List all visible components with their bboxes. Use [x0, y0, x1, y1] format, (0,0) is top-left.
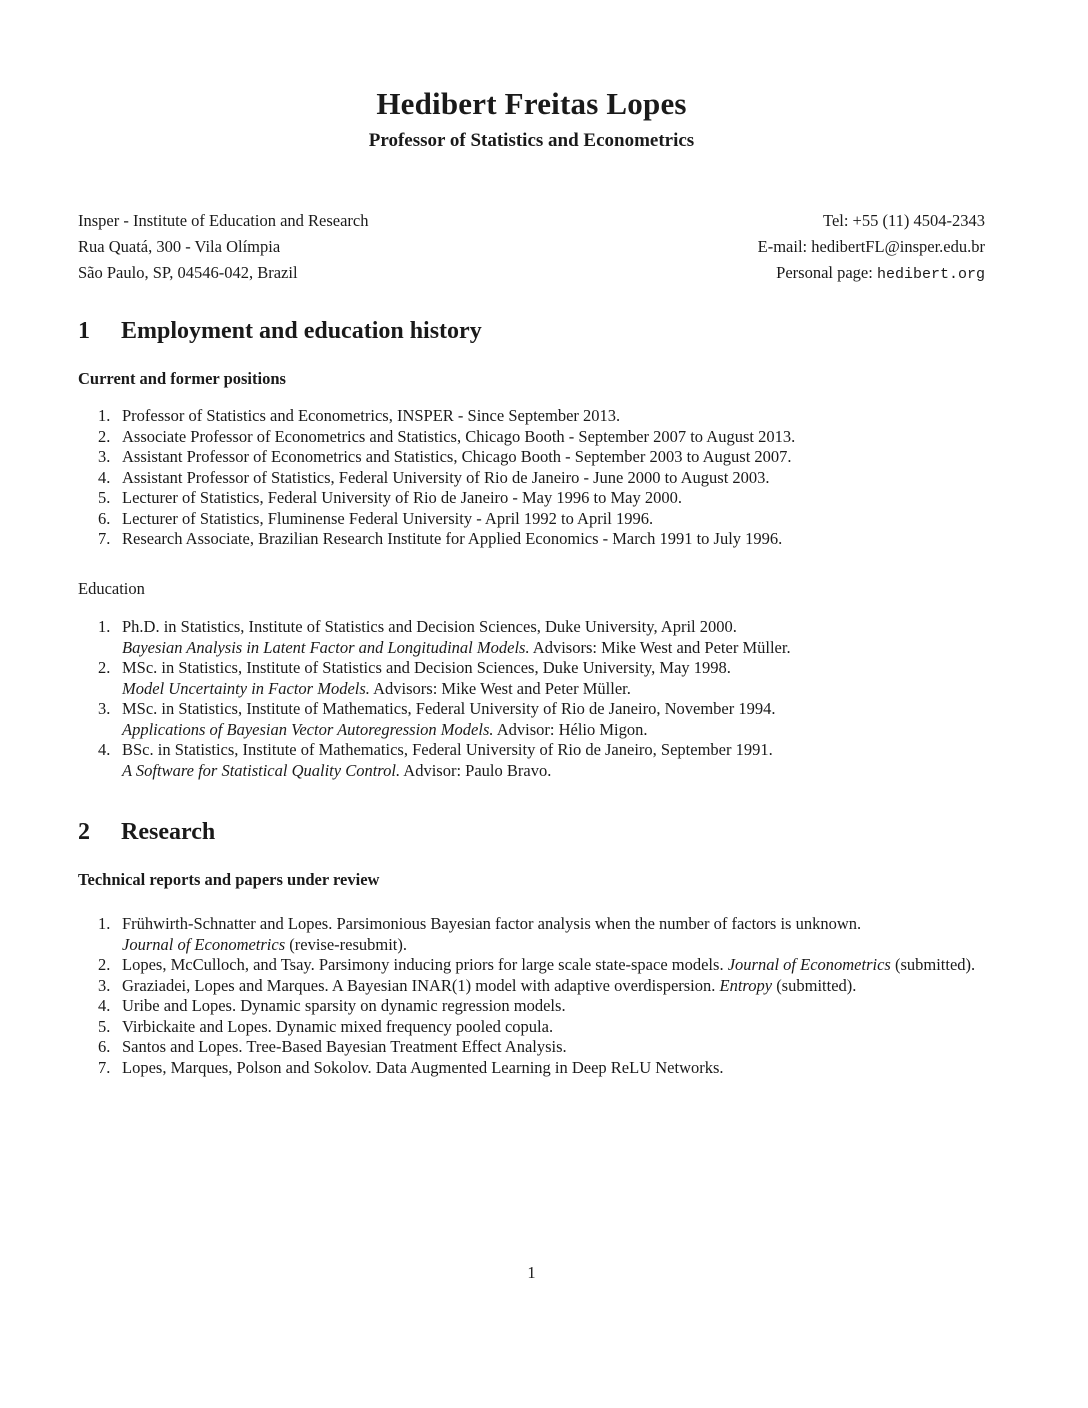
email[interactable]: E-mail: hedibertFL@insper.edu.br [757, 237, 985, 256]
personal-page [758, 260, 985, 288]
page-number: 1 [527, 1263, 536, 1282]
list-item: 6. Lecturer of Statistics, Fluminense Federal University - April 1992 to April 1996. [98, 508, 654, 528]
list-item: 7. Lopes, Marques, Polson and Sokolov. Data Augmented Learning in Deep ReLU Networks. [98, 1057, 724, 1077]
list-item: 2. Associate Professor of Econometrics and Statistics, Chicago Booth - September 2007 to August 2013. [98, 426, 796, 446]
reports-list [78, 914, 985, 1078]
section-number: 1 [78, 318, 90, 344]
list-item: 6. Santos and Lopes. Tree-Based Bayesian Treatment Effect Analysis. [98, 1037, 567, 1056]
personal-page-label: Personal page: [776, 263, 877, 282]
section-title: Research [121, 819, 216, 845]
section-employment-heading [78, 318, 985, 345]
list-item: 5. Virbickaite and Lopes. Dynamic mixed frequency pooled copula. [98, 1016, 554, 1036]
list-item: 2. MSc. in Statistics, Institute of Statistics and Decision Sciences, Duke University, May 1998. Model Uncertainty in Factor Models. Advisors: Mike West and Peter Müller. [98, 658, 731, 698]
section-number: 2 [78, 819, 90, 845]
cv-page [78, 0, 985, 1408]
address-line-3: São Paulo, SP, 04546-042, Brazil [78, 263, 298, 282]
list-item: 3. Graziadei, Lopes and Marques. A Bayesian INAR(1) model with adaptive overdispersion. Entropy (submitted). [98, 975, 857, 995]
list-item: 3. Assistant Professor of Econometrics and Statistics, Chicago Booth - September 2003 to August 2007. [98, 447, 792, 466]
phone: Tel: +55 (11) 4504-2343 [823, 211, 985, 230]
list-item: 1. Frühwirth-Schnatter and Lopes. Parsimonious Bayesian factor analysis when the number of factors is unknown. Journal of Econometrics (revise-resubmit). [98, 914, 862, 954]
education-heading: Education [78, 579, 145, 598]
list-item: 5. Lecturer of Statistics, Federal University of Rio de Janeiro - May 1996 to May 2000. [98, 488, 682, 507]
section-research-heading [78, 819, 985, 846]
section-title: Employment and education history [121, 318, 482, 344]
list-item: 4. Uribe and Lopes. Dynamic sparsity on dynamic regression models. [98, 996, 566, 1015]
list-item: 3. MSc. in Statistics, Institute of Mathematics, Federal University of Rio de Janeiro, November 1994. Applications of Bayesian Vector Autoregression Models. Advisor: Hélio Migon. [98, 699, 776, 739]
list-item: 7. Research Associate, Brazilian Research Institute for Applied Economics - March 1991 to July 1996. [98, 529, 783, 548]
list-item: 4. Assistant Professor of Statistics, Federal University of Rio de Janeiro - June 2000 to August 2003. [98, 467, 770, 487]
list-item: 4. BSc. in Statistics, Institute of Mathematics, Federal University of Rio de Janeiro, September 1991. A Software for Statistical Quality Control. Advisor: Paulo Bravo. [98, 740, 773, 780]
address-line-1: Insper - Institute of Education and Research [78, 211, 369, 230]
list-item: 2. Lopes, McCulloch, and Tsay. Parsimony inducing priors for large scale state-space models. Journal of Econometrics (submitted). [98, 955, 976, 974]
author-title: Professor of Statistics and Econometrics [368, 130, 695, 151]
personal-page-link[interactable]: hedibert.org [876, 266, 985, 283]
author-name: Hedibert Freitas Lopes [376, 86, 687, 121]
list-item: 1. Ph.D. in Statistics, Institute of Statistics and Decision Sciences, Duke University, April 2000. Bayesian Analysis in Latent Factor and Longitudinal Models. Advisors: Mike West and Peter Müller. [98, 617, 791, 657]
education-list [78, 617, 985, 781]
list-item: 1. Professor of Statistics and Econometrics, INSPER - Since September 2013. [98, 406, 621, 425]
address-line-2: Rua Quatá, 300 - Vila Olímpia [78, 237, 281, 256]
positions-list [78, 406, 985, 550]
positions-heading: Current and former positions [78, 369, 286, 388]
contact-block [758, 208, 985, 288]
reports-heading: Technical reports and papers under review [78, 870, 380, 889]
address-block [78, 208, 368, 286]
